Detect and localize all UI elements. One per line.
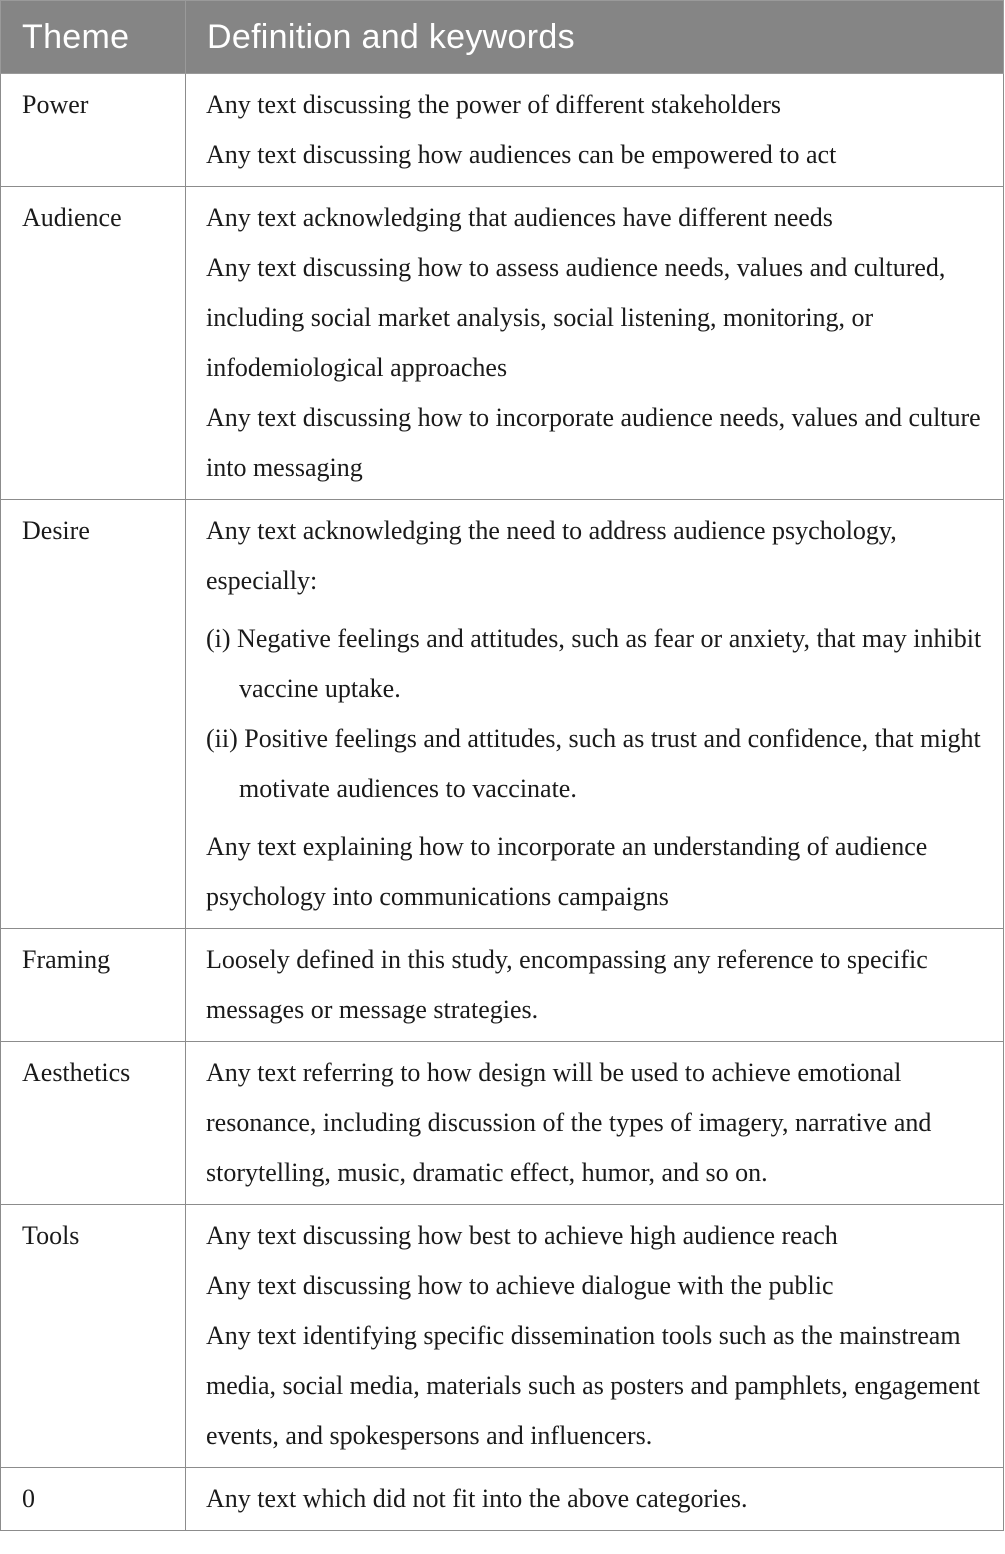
- definition-paragraph: Any text acknowledging that audiences have different needs: [206, 203, 833, 232]
- table-body: [1, 74, 1004, 1531]
- definition-cell: [186, 74, 1004, 187]
- table-row: [1, 500, 1004, 929]
- definition-paragraph: Any text discussing how to achieve dialogue with the public: [206, 1271, 834, 1300]
- definition-cell: [186, 1468, 1004, 1531]
- list-item: (i) Negative feelings and attitudes, such as fear or anxiety, that may inhibit vaccine uptake.: [206, 624, 982, 703]
- definition-cell: [186, 500, 1004, 929]
- definition-paragraph: Any text identifying specific dissemination tools such as the mainstream media, social media, materials such as posters and pamphlets, engagement events, and spokespersons and influencers.: [206, 1321, 980, 1450]
- table-row: [1, 187, 1004, 500]
- theme-cell: Desire: [1, 500, 186, 929]
- definition-paragraph: Any text discussing how to assess audience needs, values and cultured, including social market analysis, social listening, monitoring, or infodemiological approaches: [206, 253, 946, 382]
- header-theme: Theme: [1, 1, 186, 74]
- definition-paragraph: Any text explaining how to incorporate an understanding of audience psychology into communications campaigns: [206, 832, 928, 911]
- table-row: [1, 1468, 1004, 1531]
- theme-cell: Power: [1, 74, 186, 187]
- definition-cell: [186, 929, 1004, 1042]
- definition-list: [206, 614, 995, 814]
- definition-paragraph: Any text referring to how design will be used to achieve emotional resonance, including discussion of the types of imagery, narrative and storytelling, music, dramatic effect, humor, and so on.: [206, 1058, 932, 1187]
- header-definition: Definition and keywords: [186, 1, 1004, 74]
- definition-paragraph: Any text discussing how audiences can be empowered to act: [206, 140, 837, 169]
- definition-cell: [186, 1042, 1004, 1205]
- theme-cell: Tools: [1, 1205, 186, 1468]
- table-row: [1, 74, 1004, 187]
- definition-paragraph: Any text which did not fit into the above categories.: [206, 1484, 748, 1513]
- definition-paragraph: Any text discussing how to incorporate audience needs, values and culture into messaging: [206, 403, 981, 482]
- theme-cell: Audience: [1, 187, 186, 500]
- header-row: [1, 1, 1004, 74]
- theme-cell: 0: [1, 1468, 186, 1531]
- theme-cell: Framing: [1, 929, 186, 1042]
- list-item: (ii) Positive feelings and attitudes, such as trust and confidence, that might motivate audiences to vaccinate.: [206, 724, 981, 803]
- table-row: [1, 1042, 1004, 1205]
- definition-paragraph: Loosely defined in this study, encompassing any reference to specific messages or message strategies.: [206, 945, 928, 1024]
- table-row: [1, 929, 1004, 1042]
- definition-cell: [186, 1205, 1004, 1468]
- definition-paragraph: Any text discussing how best to achieve high audience reach: [206, 1221, 838, 1250]
- definition-paragraph: Any text discussing the power of different stakeholders: [206, 90, 781, 119]
- theme-cell: Aesthetics: [1, 1042, 186, 1205]
- table-row: [1, 1205, 1004, 1468]
- definition-paragraph: Any text acknowledging the need to address audience psychology, especially:: [206, 516, 897, 595]
- definition-cell: [186, 187, 1004, 500]
